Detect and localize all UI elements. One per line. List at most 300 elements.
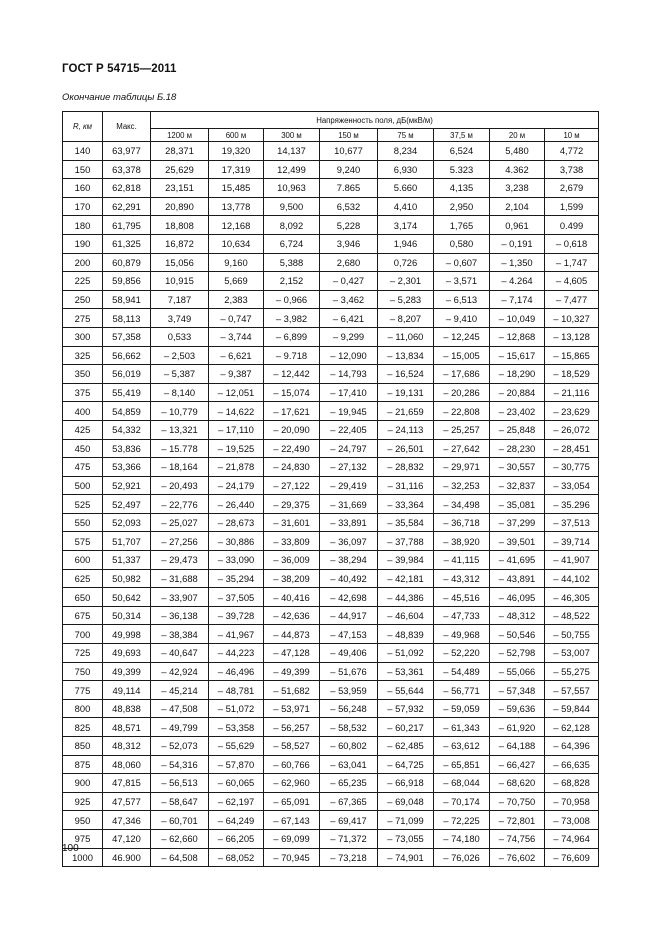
- table-cell: – 66,205: [209, 829, 264, 848]
- table-cell: – 68,620: [490, 774, 545, 793]
- cell-max: 49,114: [103, 681, 151, 700]
- table-cell: – 74,964: [545, 829, 599, 848]
- cell-distance: 625: [63, 569, 103, 588]
- table-cell: – 0,618: [545, 234, 599, 253]
- cell-max: 48,571: [103, 718, 151, 737]
- table-cell: – 51,072: [209, 699, 264, 718]
- table-cell: 0,580: [434, 234, 490, 253]
- table-cell: – 19,131: [378, 383, 434, 402]
- table-cell: – 16,524: [378, 365, 434, 384]
- table-cell: 3,738: [545, 160, 599, 179]
- table-cell: 2,950: [434, 197, 490, 216]
- cell-distance: 825: [63, 718, 103, 737]
- table-cell: – 51,092: [378, 644, 434, 663]
- table-cell: – 44,223: [209, 644, 264, 663]
- table-cell: – 71,099: [378, 811, 434, 830]
- table-cell: – 76,609: [545, 848, 599, 867]
- table-row: [63, 625, 599, 644]
- table-row: [63, 327, 599, 346]
- table-cell: – 44,386: [378, 588, 434, 607]
- table-cell: 2,104: [490, 197, 545, 216]
- table-cell: – 57,870: [209, 755, 264, 774]
- table-cell: – 69,099: [264, 829, 320, 848]
- table-cell: 10,963: [264, 179, 320, 198]
- table-cell: – 33,054: [545, 476, 599, 495]
- table-cell: – 12,868: [490, 327, 545, 346]
- cell-distance: 400: [63, 402, 103, 421]
- table-cell: – 13,128: [545, 327, 599, 346]
- table-cell: 19,320: [209, 142, 264, 161]
- cell-distance: 850: [63, 737, 103, 756]
- table-cell: – 33,809: [264, 532, 320, 551]
- table-cell: – 12,245: [434, 327, 490, 346]
- table-row: [63, 197, 599, 216]
- table-cell: – 12,090: [320, 346, 378, 365]
- cell-distance: 1000: [63, 848, 103, 867]
- table-cell: – 42,181: [378, 569, 434, 588]
- table-cell: – 55,066: [490, 662, 545, 681]
- table-cell: – 30,557: [490, 458, 545, 477]
- column-subheader: 150 м: [320, 129, 378, 142]
- table-cell: – 13,834: [378, 346, 434, 365]
- table-row: [63, 253, 599, 272]
- table-cell: – 0,191: [490, 234, 545, 253]
- table-cell: – 47,733: [434, 606, 490, 625]
- table-cell: – 43,891: [490, 569, 545, 588]
- table-cell: 10,915: [151, 272, 209, 291]
- table-cell: – 40,416: [264, 588, 320, 607]
- cell-distance: 600: [63, 551, 103, 570]
- table-cell: – 51,682: [264, 681, 320, 700]
- cell-distance: 425: [63, 420, 103, 439]
- table-cell: – 60,766: [264, 755, 320, 774]
- table-cell: – 59,636: [490, 699, 545, 718]
- cell-max: 63,977: [103, 142, 151, 161]
- table-row: [63, 606, 599, 625]
- table-cell: – 63,041: [320, 755, 378, 774]
- table-cell: – 10,049: [490, 309, 545, 328]
- cell-distance: 950: [63, 811, 103, 830]
- table-cell: – 62,197: [209, 792, 264, 811]
- table-row: [63, 848, 599, 867]
- table-cell: 7,187: [151, 290, 209, 309]
- table-row: [63, 234, 599, 253]
- table-cell: – 74,756: [490, 829, 545, 848]
- cell-distance: 575: [63, 532, 103, 551]
- table-cell: – 41,967: [209, 625, 264, 644]
- table-cell: – 22,776: [151, 495, 209, 514]
- table-cell: – 62,485: [378, 737, 434, 756]
- table-cell: – 28,673: [209, 513, 264, 532]
- table-cell: – 7,174: [490, 290, 545, 309]
- cell-max: 52,497: [103, 495, 151, 514]
- table-cell: – 3,462: [320, 290, 378, 309]
- table-cell: 14,137: [264, 142, 320, 161]
- table-cell: – 58,647: [151, 792, 209, 811]
- table-cell: – 22,405: [320, 420, 378, 439]
- table-cell: – 39,728: [209, 606, 264, 625]
- cell-distance: 475: [63, 458, 103, 477]
- table-cell: – 20,090: [264, 420, 320, 439]
- table-cell: – 66,918: [378, 774, 434, 793]
- table-row: [63, 216, 599, 235]
- table-cell: – 63,612: [434, 737, 490, 756]
- table-cell: – 38,384: [151, 625, 209, 644]
- table-cell: 10,677: [320, 142, 378, 161]
- cell-max: 61,795: [103, 216, 151, 235]
- table-cell: – 62,660: [151, 829, 209, 848]
- cell-max: 52,093: [103, 513, 151, 532]
- table-cell: – 47,128: [264, 644, 320, 663]
- table-cell: – 24,797: [320, 439, 378, 458]
- table-cell: – 68,044: [434, 774, 490, 793]
- table-cell: – 41,695: [490, 551, 545, 570]
- table-cell: – 55,275: [545, 662, 599, 681]
- table-cell: – 14,793: [320, 365, 378, 384]
- table-cell: – 57,557: [545, 681, 599, 700]
- cell-max: 47,346: [103, 811, 151, 830]
- table-cell: – 66,635: [545, 755, 599, 774]
- table-cell: – 3,744: [209, 327, 264, 346]
- table-cell: – 48,312: [490, 606, 545, 625]
- table-cell: – 25,257: [434, 420, 490, 439]
- table-cell: – 3,571: [434, 272, 490, 291]
- table-cell: – 3,982: [264, 309, 320, 328]
- document-header: ГОСТ Р 54715—2011: [62, 63, 177, 75]
- table-cell: – 54,489: [434, 662, 490, 681]
- table-cell: – 76,026: [434, 848, 490, 867]
- table-cell: – 66,427: [490, 755, 545, 774]
- table-cell: – 35,584: [378, 513, 434, 532]
- table-cell: – 42,636: [264, 606, 320, 625]
- table-cell: 23,151: [151, 179, 209, 198]
- table-row: [63, 532, 599, 551]
- cell-max: 56,662: [103, 346, 151, 365]
- table-cell: – 73,218: [320, 848, 378, 867]
- table-row: [63, 309, 599, 328]
- table-cell: – 39,501: [490, 532, 545, 551]
- page-number: 100: [62, 843, 79, 854]
- table-cell: – 46,604: [378, 606, 434, 625]
- table-cell: – 61,920: [490, 718, 545, 737]
- table-cell: – 25,027: [151, 513, 209, 532]
- cell-distance: 700: [63, 625, 103, 644]
- cell-max: 49,693: [103, 644, 151, 663]
- table-cell: – 33,891: [320, 513, 378, 532]
- table-cell: – 15,005: [434, 346, 490, 365]
- table-cell: – 47,153: [320, 625, 378, 644]
- cell-max: 54,332: [103, 420, 151, 439]
- table-cell: 4,410: [378, 197, 434, 216]
- table-cell: – 24,179: [209, 476, 264, 495]
- table-cell: – 37,788: [378, 532, 434, 551]
- cell-distance: 325: [63, 346, 103, 365]
- header-row-top: [63, 112, 599, 129]
- table-row: [63, 346, 599, 365]
- table-cell: – 53,358: [209, 718, 264, 737]
- table-row: [63, 588, 599, 607]
- table-cell: 4.362: [490, 160, 545, 179]
- table-row: [63, 811, 599, 830]
- table-cell: – 33,364: [378, 495, 434, 514]
- cell-distance: 925: [63, 792, 103, 811]
- table-cell: – 53,007: [545, 644, 599, 663]
- table-row: [63, 476, 599, 495]
- table-cell: – 38,209: [264, 569, 320, 588]
- cell-max: 49,998: [103, 625, 151, 644]
- table-cell: 3,946: [320, 234, 378, 253]
- table-cell: – 67,143: [264, 811, 320, 830]
- table-row: [63, 160, 599, 179]
- table-cell: – 70,750: [490, 792, 545, 811]
- table-cell: – 18,529: [545, 365, 599, 384]
- table-cell: – 27,132: [320, 458, 378, 477]
- cell-distance: 900: [63, 774, 103, 793]
- table-cell: – 39,714: [545, 532, 599, 551]
- table-cell: 8,092: [264, 216, 320, 235]
- table-cell: – 56,771: [434, 681, 490, 700]
- table-row: [63, 699, 599, 718]
- table-cell: – 56,513: [151, 774, 209, 793]
- table-cell: – 8,207: [378, 309, 434, 328]
- table-cell: – 27,256: [151, 532, 209, 551]
- cell-distance: 375: [63, 383, 103, 402]
- table-cell: – 11,060: [378, 327, 434, 346]
- cell-max: 51,337: [103, 551, 151, 570]
- table-row: [63, 420, 599, 439]
- cell-max: 63,378: [103, 160, 151, 179]
- table-cell: – 23,402: [490, 402, 545, 421]
- table-cell: – 76,602: [490, 848, 545, 867]
- table-cell: – 19,945: [320, 402, 378, 421]
- table-cell: – 44,873: [264, 625, 320, 644]
- table-cell: – 50,546: [490, 625, 545, 644]
- table-cell: – 31,601: [264, 513, 320, 532]
- table-cell: – 27,122: [264, 476, 320, 495]
- table-caption: Окончание таблицы Б.18: [62, 92, 177, 103]
- table-cell: – 58,527: [264, 737, 320, 756]
- cell-max: 56,019: [103, 365, 151, 384]
- table-cell: – 53,361: [378, 662, 434, 681]
- table-row: [63, 755, 599, 774]
- table-cell: – 31,116: [378, 476, 434, 495]
- table-cell: – 24,113: [378, 420, 434, 439]
- table-cell: – 1,350: [490, 253, 545, 272]
- table-cell: – 39,984: [378, 551, 434, 570]
- table-cell: – 17,621: [264, 402, 320, 421]
- table-cell: – 1,747: [545, 253, 599, 272]
- table-cell: – 73,008: [545, 811, 599, 830]
- table-cell: – 64,725: [378, 755, 434, 774]
- table-cell: 6,532: [320, 197, 378, 216]
- table-cell: – 60,701: [151, 811, 209, 830]
- cell-distance: 525: [63, 495, 103, 514]
- cell-distance: 550: [63, 513, 103, 532]
- table-cell: – 10,779: [151, 402, 209, 421]
- table-row: [63, 644, 599, 663]
- table-cell: – 28,451: [545, 439, 599, 458]
- table-cell: – 52,798: [490, 644, 545, 663]
- cell-distance: 140: [63, 142, 103, 161]
- table-cell: – 58,532: [320, 718, 378, 737]
- table-cell: – 27,642: [434, 439, 490, 458]
- cell-max: 58,941: [103, 290, 151, 309]
- table-cell: 28,371: [151, 142, 209, 161]
- table-cell: 2,680: [320, 253, 378, 272]
- table-cell: – 29,971: [434, 458, 490, 477]
- table-cell: – 55,644: [378, 681, 434, 700]
- table-cell: – 38,920: [434, 532, 490, 551]
- table-cell: – 64,188: [490, 737, 545, 756]
- table-cell: – 67,365: [320, 792, 378, 811]
- table-cell: – 33,907: [151, 588, 209, 607]
- table-cell: – 9,299: [320, 327, 378, 346]
- column-subheader: 75 м: [378, 129, 434, 142]
- table-cell: – 15.778: [151, 439, 209, 458]
- table-cell: – 15,617: [490, 346, 545, 365]
- table-cell: – 22,808: [434, 402, 490, 421]
- table-cell: – 74,901: [378, 848, 434, 867]
- table-cell: – 64,249: [209, 811, 264, 830]
- cell-distance: 450: [63, 439, 103, 458]
- table-cell: 9,160: [209, 253, 264, 272]
- table-cell: – 30,886: [209, 532, 264, 551]
- table-row: [63, 458, 599, 477]
- table-cell: – 68,052: [209, 848, 264, 867]
- cell-distance: 350: [63, 365, 103, 384]
- table-cell: – 36,097: [320, 532, 378, 551]
- table-cell: – 51,676: [320, 662, 378, 681]
- cell-distance: 975: [63, 829, 103, 848]
- table-cell: 15,056: [151, 253, 209, 272]
- table-cell: – 60,802: [320, 737, 378, 756]
- table-cell: – 33,090: [209, 551, 264, 570]
- table-cell: 10,634: [209, 234, 264, 253]
- table-cell: – 59,059: [434, 699, 490, 718]
- table-cell: – 43,312: [434, 569, 490, 588]
- table-cell: – 42,924: [151, 662, 209, 681]
- table-cell: – 49,399: [264, 662, 320, 681]
- cell-max: 50,642: [103, 588, 151, 607]
- table-cell: 5,228: [320, 216, 378, 235]
- table-cell: – 48,781: [209, 681, 264, 700]
- table-cell: – 70,958: [545, 792, 599, 811]
- table-cell: – 40,492: [320, 569, 378, 588]
- table-cell: 17,319: [209, 160, 264, 179]
- cell-max: 53,836: [103, 439, 151, 458]
- table-cell: – 31,669: [320, 495, 378, 514]
- table-row: [63, 142, 599, 161]
- cell-max: 47,815: [103, 774, 151, 793]
- table-row: [63, 513, 599, 532]
- table-cell: – 5,387: [151, 365, 209, 384]
- table-cell: 9,240: [320, 160, 378, 179]
- table-cell: – 4,605: [545, 272, 599, 291]
- table-cell: – 49,799: [151, 718, 209, 737]
- cell-distance: 725: [63, 644, 103, 663]
- table-cell: – 57,348: [490, 681, 545, 700]
- table-cell: – 71,372: [320, 829, 378, 848]
- table-cell: – 60,065: [209, 774, 264, 793]
- table-cell: 16,872: [151, 234, 209, 253]
- table-cell: 0,961: [490, 216, 545, 235]
- table-cell: 2,152: [264, 272, 320, 291]
- table-cell: – 56,257: [264, 718, 320, 737]
- table-cell: – 69,048: [378, 792, 434, 811]
- column-subheader: 20 м: [490, 129, 545, 142]
- table-cell: – 20,884: [490, 383, 545, 402]
- cell-max: 46.900: [103, 848, 151, 867]
- table-cell: – 21,116: [545, 383, 599, 402]
- column-subheader: 600 м: [209, 129, 264, 142]
- table-cell: – 36,138: [151, 606, 209, 625]
- table-row: [63, 569, 599, 588]
- table-cell: – 65,091: [264, 792, 320, 811]
- table-cell: – 64,508: [151, 848, 209, 867]
- column-group-header: Напряженность поля, дБ(мкВ/м): [151, 112, 599, 129]
- column-header-r: R, км: [63, 112, 103, 142]
- table-cell: 13,778: [209, 197, 264, 216]
- cell-distance: 775: [63, 681, 103, 700]
- table-cell: – 14,622: [209, 402, 264, 421]
- table-cell: 1,599: [545, 197, 599, 216]
- table-row: [63, 551, 599, 570]
- cell-distance: 300: [63, 327, 103, 346]
- cell-max: 47,120: [103, 829, 151, 848]
- table-cell: 12,499: [264, 160, 320, 179]
- table-cell: – 2,503: [151, 346, 209, 365]
- cell-distance: 150: [63, 160, 103, 179]
- table-cell: – 9,410: [434, 309, 490, 328]
- table-cell: – 74,180: [434, 829, 490, 848]
- table-cell: – 17,686: [434, 365, 490, 384]
- table-cell: – 15,074: [264, 383, 320, 402]
- table-cell: – 53,971: [264, 699, 320, 718]
- table-cell: – 29,375: [264, 495, 320, 514]
- cell-max: 58,113: [103, 309, 151, 328]
- table-cell: – 20,493: [151, 476, 209, 495]
- column-header-max: Макс.: [103, 112, 151, 142]
- table-cell: 4,135: [434, 179, 490, 198]
- cell-max: 53,366: [103, 458, 151, 477]
- table-cell: – 65,235: [320, 774, 378, 793]
- table-cell: – 9.718: [264, 346, 320, 365]
- table-cell: – 49,406: [320, 644, 378, 663]
- table-cell: – 59,844: [545, 699, 599, 718]
- table-cell: 25,629: [151, 160, 209, 179]
- table-cell: – 29,419: [320, 476, 378, 495]
- table-cell: 7.865: [320, 179, 378, 198]
- cell-max: 48,312: [103, 737, 151, 756]
- cell-max: 54,859: [103, 402, 151, 421]
- cell-max: 51,707: [103, 532, 151, 551]
- table-cell: – 35,294: [209, 569, 264, 588]
- table-cell: 4,772: [545, 142, 599, 161]
- table-cell: – 7,477: [545, 290, 599, 309]
- cell-distance: 170: [63, 197, 103, 216]
- table-cell: – 42,698: [320, 588, 378, 607]
- table-cell: – 60,217: [378, 718, 434, 737]
- table-cell: – 17,110: [209, 420, 264, 439]
- table-row: [63, 662, 599, 681]
- cell-max: 60,879: [103, 253, 151, 272]
- cell-max: 50,982: [103, 569, 151, 588]
- table-cell: – 32,253: [434, 476, 490, 495]
- cell-max: 48,060: [103, 755, 151, 774]
- table-cell: – 35,081: [490, 495, 545, 514]
- table-cell: – 47,508: [151, 699, 209, 718]
- table-cell: – 70,174: [434, 792, 490, 811]
